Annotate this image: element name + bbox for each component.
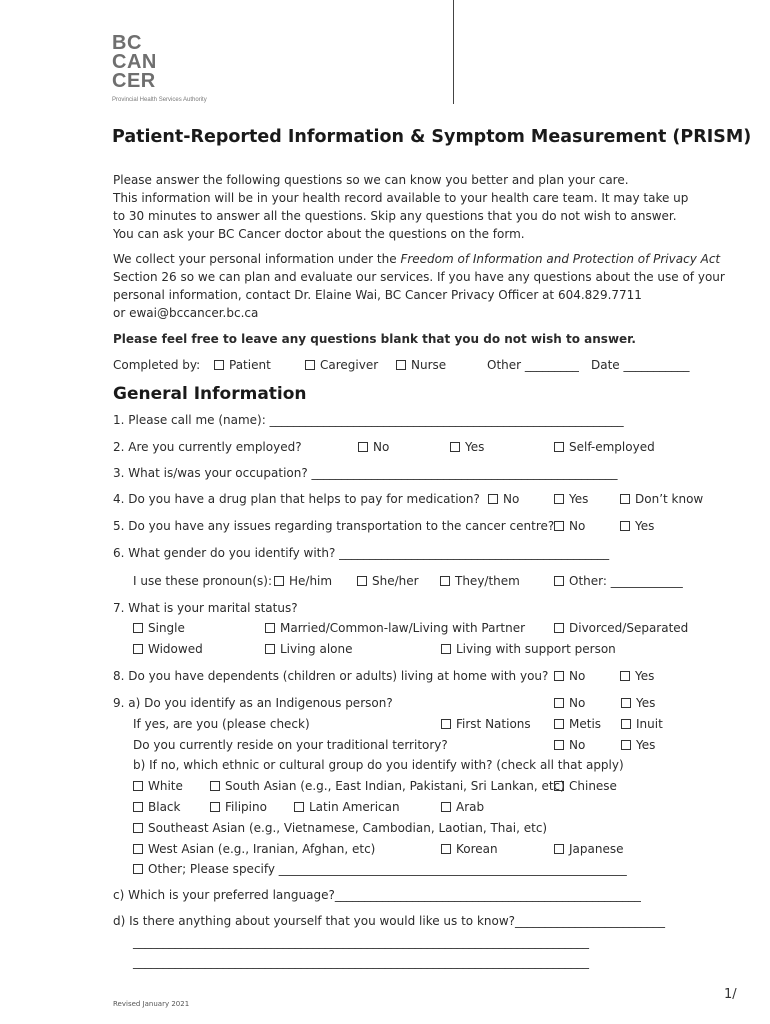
q9a-yes-option[interactable] [621,696,655,710]
option-label: No [569,738,586,752]
privacy-text: We collect your personal information under the [113,252,401,266]
q6-she-option[interactable] [357,574,419,588]
q7-widowed-option[interactable] [133,642,203,656]
option-label: Nurse [411,358,447,372]
q7-married-option[interactable] [265,621,525,635]
q6-he-option[interactable] [274,574,332,588]
qc-language-field[interactable]: c) Which is your preferred language?___________________________________________________ [113,888,641,902]
checkbox[interactable] [358,442,368,452]
q9b-other-option[interactable] [133,862,627,876]
q9b-label: b) If no, which ethnic or cultural group do you identify with? (check all that apply) [133,758,624,772]
checkbox[interactable] [133,802,143,812]
privacy-paragraph [113,250,725,322]
option-label: Arab [456,800,485,814]
checkbox[interactable] [357,576,367,586]
q9-firstnations-option[interactable] [441,717,531,731]
completed-caregiver-option[interactable] [305,358,378,372]
q5-no-option[interactable] [554,519,585,533]
q7-support-option[interactable] [441,642,616,656]
header-divider [453,0,454,104]
option-label: No [569,669,586,683]
q6-gender-field[interactable]: 6. What gender do you identify with? _____________________________________________ [113,546,610,560]
logo-line-1: BC [112,32,142,54]
q9-ifyes-label: If yes, are you (please check) [133,717,310,731]
option-label: Caregiver [320,358,379,372]
blank-note: Please feel free to leave any questions blank that you do not wish to answer. [113,332,636,346]
checkbox[interactable] [554,671,564,681]
q9b-southeast-option[interactable] [133,821,547,835]
checkbox[interactable] [133,864,143,874]
q9b-chinese-option[interactable] [554,779,617,793]
revision-date: Revised January 2021 [113,1000,190,1008]
q9b-white-option[interactable] [133,779,183,793]
q2-label: 2. Are you currently employed? [113,440,302,454]
q5-yes-option[interactable] [620,519,654,533]
q9b-filipino-option[interactable] [210,800,267,814]
q9b-japanese-option[interactable] [554,842,624,856]
checkbox[interactable] [621,740,631,750]
option-label: Divorced/Separated [569,621,689,635]
logo-line-3: CER [112,70,156,92]
qd-about-field[interactable]: d) Is there anything about yourself that you would like us to know?_________________________ [113,914,666,928]
option-label: Other; Please specify __________________________________________________________ [148,862,627,876]
q8-label: 8. Do you have dependents (children or adults) living at home with you? [113,669,549,683]
q7-single-option[interactable] [133,621,185,635]
checkbox[interactable] [554,719,564,729]
section-title: General Information [113,384,307,404]
checkbox[interactable] [305,360,315,370]
q4-dontknow-option[interactable] [620,492,703,506]
checkbox[interactable] [554,521,564,531]
q7-alone-option[interactable] [265,642,353,656]
checkbox[interactable] [294,802,304,812]
intro-line: to 30 minutes to answer all the questions. Skip any questions that you do not wish to answer. [113,209,677,223]
q9b-black-option[interactable] [133,800,180,814]
checkbox[interactable] [214,360,224,370]
option-label: Yes [635,669,655,683]
option-label: Widowed [148,642,203,656]
option-label: Living alone [280,642,353,656]
checkbox[interactable] [440,576,450,586]
q5-label: 5. Do you have any issues regarding transportation to the cancer centre? [113,519,555,533]
q2-yes-option[interactable] [450,440,484,454]
checkbox[interactable] [210,802,220,812]
option-label: Yes [636,696,656,710]
checkbox[interactable] [621,719,631,729]
checkbox[interactable] [133,623,143,633]
q8-no-option[interactable] [554,669,585,683]
option-label: Yes [636,738,656,752]
q9-reside-label: Do you currently reside on your traditional territory? [133,738,448,752]
checkbox[interactable] [554,740,564,750]
checkbox[interactable] [265,623,275,633]
option-label: South Asian (e.g., East Indian, Pakistani, Sri Lankan, etc) [225,779,565,793]
checkbox[interactable] [620,521,630,531]
privacy-text: Section 26 so we can plan and evaluate our services. If you have any questions about the use of your [113,270,725,284]
completed-patient-option[interactable] [214,358,271,372]
checkbox[interactable] [554,844,564,854]
option-label: Yes [569,492,589,506]
completed-by-label: Completed by: [113,358,201,372]
checkbox[interactable] [620,494,630,504]
q7-divorced-option[interactable] [554,621,688,635]
qd-answer-line[interactable]: ____________________________________________________________________________ [133,955,589,969]
option-label: Latin American [309,800,400,814]
q6-pronoun-label: I use these pronoun(s): [133,574,272,588]
q9b-latin-option[interactable] [294,800,400,814]
checkbox[interactable] [554,576,564,586]
page-title: Patient-Reported Information & Symptom Measurement (PRISM) [112,127,752,147]
option-label: Chinese [569,779,617,793]
checkbox[interactable] [133,823,143,833]
checkbox[interactable] [554,442,564,452]
q9-metis-option[interactable] [554,717,601,731]
option-label: No [373,440,390,454]
date-field[interactable]: Date ___________ [591,358,690,372]
q3-occupation-field[interactable]: 3. What is/was your occupation? ___________________________________________________ [113,466,618,480]
completed-other-field[interactable]: Other _________ [487,358,579,372]
option-label: Yes [635,519,655,533]
checkbox[interactable] [620,671,630,681]
option-label: They/them [455,574,520,588]
q4-no-option[interactable] [488,492,519,506]
q9b-korean-option[interactable] [441,842,498,856]
checkbox[interactable] [210,781,220,791]
q4-yes-option[interactable] [554,492,588,506]
intro-paragraph [113,171,688,243]
q8-yes-option[interactable] [620,669,654,683]
q9-reside-no-option[interactable] [554,738,585,752]
intro-line: You can ask your BC Cancer doctor about the questions on the form. [113,227,525,241]
q9a-label: 9. a) Do you identify as an Indigenous person? [113,696,393,710]
option-label: No [569,519,586,533]
option-label: He/him [289,574,333,588]
q9-reside-yes-option[interactable] [621,738,655,752]
logo-line-2: CAN [112,51,157,73]
option-label: Living with support person [456,642,616,656]
checkbox[interactable] [554,494,564,504]
checkbox[interactable] [488,494,498,504]
checkbox[interactable] [621,698,631,708]
checkbox[interactable] [274,576,284,586]
checkbox[interactable] [133,644,143,654]
page-number: 1/ [724,987,737,1002]
qd-answer-line[interactable]: ____________________________________________________________________________ [133,935,589,949]
q9-inuit-option[interactable] [621,717,663,731]
option-label: Metis [569,717,602,731]
q1-name-field[interactable]: 1. Please call me (name): ___________________________________________________________ [113,413,624,427]
q6-they-option[interactable] [440,574,520,588]
option-label: Filipino [225,800,267,814]
checkbox[interactable] [441,719,451,729]
q2-self-option[interactable] [554,440,655,454]
q9a-no-option[interactable] [554,696,585,710]
checkbox[interactable] [441,844,451,854]
option-label: Self-employed [569,440,655,454]
option-label: Korean [456,842,498,856]
option-label: Inuit [636,717,663,731]
option-label: Single [148,621,185,635]
q9b-westasian-option[interactable] [133,842,375,856]
option-label: Other: ____________ [569,574,683,588]
q9b-southasian-option[interactable] [210,779,565,793]
q6-other-option[interactable] [554,574,683,588]
privacy-email: or ewai@bccancer.bc.ca [113,306,259,320]
option-label: She/her [372,574,419,588]
option-label: No [503,492,520,506]
option-label: West Asian (e.g., Iranian, Afghan, etc) [148,842,376,856]
q9b-arab-option[interactable] [441,800,484,814]
completed-nurse-option[interactable] [396,358,446,372]
q4-label: 4. Do you have a drug plan that helps to pay for medication? [113,492,480,506]
checkbox[interactable] [450,442,460,452]
option-label: First Nations [456,717,531,731]
checkbox[interactable] [554,781,564,791]
intro-line: This information will be in your health record available to your health care team. It may take up [113,191,689,205]
option-label: Patient [229,358,271,372]
option-label: Japanese [569,842,624,856]
privacy-act-name: Freedom of Information and Protection of Privacy Act [400,252,721,266]
privacy-text: personal information, contact Dr. Elaine Wai, BC Cancer Privacy Officer at 604.829.7711 [113,288,642,302]
intro-line: Please answer the following questions so we can know you better and plan your care. [113,173,629,187]
checkbox[interactable] [554,623,564,633]
option-label: Yes [465,440,485,454]
option-label: Southeast Asian (e.g., Vietnamese, Cambodian, Laotian, Thai, etc) [148,821,548,835]
checkbox[interactable] [133,781,143,791]
checkbox[interactable] [265,644,275,654]
option-label: Married/Common-law/Living with Partner [280,621,526,635]
option-label: No [569,696,586,710]
checkbox[interactable] [133,844,143,854]
checkbox[interactable] [554,698,564,708]
q2-no-option[interactable] [358,440,389,454]
option-label: Black [148,800,181,814]
checkbox[interactable] [441,802,451,812]
q7-label: 7. What is your marital status? [113,601,298,615]
option-label: White [148,779,183,793]
checkbox[interactable] [441,644,451,654]
option-label: Don’t know [635,492,704,506]
logo-subtitle: Provincial Health Services Authority [112,97,207,103]
checkbox[interactable] [396,360,406,370]
